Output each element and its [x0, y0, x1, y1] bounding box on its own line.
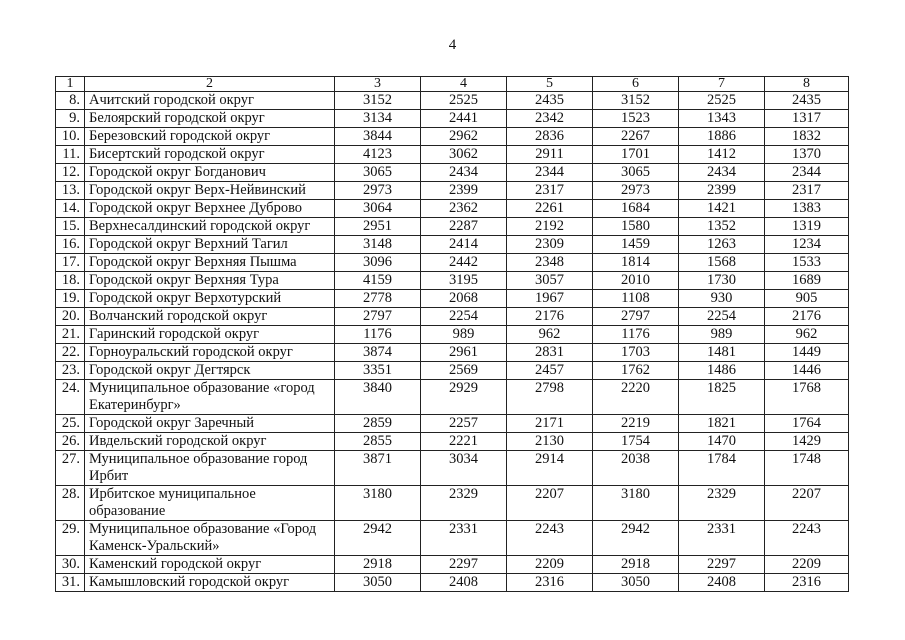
row-number: 24.: [56, 380, 85, 415]
value-col-8: 1449: [765, 344, 849, 362]
header-cell: 5: [507, 77, 593, 92]
row-number: 27.: [56, 451, 85, 486]
value-col-7: 2297: [679, 556, 765, 574]
value-col-3: 3152: [335, 92, 421, 110]
row-number: 14.: [56, 200, 85, 218]
row-number: 17.: [56, 254, 85, 272]
table-row: [56, 451, 849, 486]
value-col-6: 2220: [593, 380, 679, 415]
table-row: [56, 486, 849, 521]
municipality-name: Верхнесалдинский городской округ: [85, 218, 335, 236]
municipality-name: Городской округ Верхний Тагил: [85, 236, 335, 254]
row-number: 9.: [56, 110, 85, 128]
value-col-8: 1832: [765, 128, 849, 146]
value-col-5: 2176: [507, 308, 593, 326]
value-col-7: 2434: [679, 164, 765, 182]
municipality-name: Городской округ Верхняя Тура: [85, 272, 335, 290]
table-row: [56, 326, 849, 344]
value-col-8: 1234: [765, 236, 849, 254]
value-col-4: 2408: [421, 574, 507, 592]
value-col-8: 1748: [765, 451, 849, 486]
value-col-8: 2243: [765, 521, 849, 556]
value-col-3: 3148: [335, 236, 421, 254]
value-col-7: 930: [679, 290, 765, 308]
value-col-3: 2918: [335, 556, 421, 574]
value-col-8: 1370: [765, 146, 849, 164]
value-col-5: 2207: [507, 486, 593, 521]
value-col-5: 2261: [507, 200, 593, 218]
value-col-3: 3065: [335, 164, 421, 182]
value-col-6: 3180: [593, 486, 679, 521]
municipality-name: Городской округ Заречный: [85, 415, 335, 433]
municipality-name: Городской округ Богданович: [85, 164, 335, 182]
value-col-4: 2962: [421, 128, 507, 146]
value-col-4: 2525: [421, 92, 507, 110]
value-col-4: 2287: [421, 218, 507, 236]
table-row: [56, 110, 849, 128]
header-row: [56, 77, 849, 92]
value-col-3: 2951: [335, 218, 421, 236]
value-col-8: 2209: [765, 556, 849, 574]
value-col-5: 962: [507, 326, 593, 344]
value-col-6: 1754: [593, 433, 679, 451]
value-col-5: 1967: [507, 290, 593, 308]
value-col-8: 1768: [765, 380, 849, 415]
value-col-3: 2797: [335, 308, 421, 326]
value-col-6: 1176: [593, 326, 679, 344]
table-row: [56, 200, 849, 218]
value-col-6: 1703: [593, 344, 679, 362]
table-row: [56, 182, 849, 200]
value-col-8: 2317: [765, 182, 849, 200]
value-col-7: 2399: [679, 182, 765, 200]
value-col-3: 3871: [335, 451, 421, 486]
header-cell: 1: [56, 77, 85, 92]
row-number: 8.: [56, 92, 85, 110]
value-col-7: 1730: [679, 272, 765, 290]
row-number: 19.: [56, 290, 85, 308]
value-col-4: 2414: [421, 236, 507, 254]
municipality-name: Муниципальное образование «город Екатеринбург»: [85, 380, 335, 415]
value-col-5: 2457: [507, 362, 593, 380]
municipality-name: Горноуральский городской округ: [85, 344, 335, 362]
value-col-3: 2942: [335, 521, 421, 556]
value-col-8: 1689: [765, 272, 849, 290]
row-number: 16.: [56, 236, 85, 254]
value-col-4: 2257: [421, 415, 507, 433]
value-col-5: 3057: [507, 272, 593, 290]
table-row: [56, 290, 849, 308]
municipality-name: Гаринский городской округ: [85, 326, 335, 344]
value-col-5: 2344: [507, 164, 593, 182]
table-row: [56, 254, 849, 272]
value-col-5: 2309: [507, 236, 593, 254]
value-col-7: 1421: [679, 200, 765, 218]
row-number: 18.: [56, 272, 85, 290]
value-col-5: 2836: [507, 128, 593, 146]
value-col-3: 2855: [335, 433, 421, 451]
value-col-7: 1412: [679, 146, 765, 164]
value-col-6: 2267: [593, 128, 679, 146]
value-col-8: 2207: [765, 486, 849, 521]
value-col-6: 1684: [593, 200, 679, 218]
value-col-3: 2859: [335, 415, 421, 433]
municipality-name: Белоярский городской округ: [85, 110, 335, 128]
table-row: [56, 344, 849, 362]
value-col-4: 3195: [421, 272, 507, 290]
table-row: [56, 146, 849, 164]
value-col-5: 2317: [507, 182, 593, 200]
value-col-8: 1446: [765, 362, 849, 380]
table-row: [56, 272, 849, 290]
value-col-7: 2329: [679, 486, 765, 521]
value-col-3: 4159: [335, 272, 421, 290]
value-col-7: 2525: [679, 92, 765, 110]
row-number: 21.: [56, 326, 85, 344]
header-cell: 2: [85, 77, 335, 92]
value-col-8: 2435: [765, 92, 849, 110]
municipality-name: Городской округ Верх-Нейвинский: [85, 182, 335, 200]
municipality-name: Бисертский городской округ: [85, 146, 335, 164]
value-col-8: 1319: [765, 218, 849, 236]
data-table: [55, 76, 849, 592]
value-col-3: 3844: [335, 128, 421, 146]
row-number: 31.: [56, 574, 85, 592]
value-col-6: 2942: [593, 521, 679, 556]
value-col-4: 2329: [421, 486, 507, 521]
row-number: 28.: [56, 486, 85, 521]
value-col-4: 2961: [421, 344, 507, 362]
row-number: 12.: [56, 164, 85, 182]
value-col-4: 2254: [421, 308, 507, 326]
value-col-5: 2911: [507, 146, 593, 164]
value-col-7: 1470: [679, 433, 765, 451]
value-col-7: 1784: [679, 451, 765, 486]
value-col-4: 3034: [421, 451, 507, 486]
table-row: [56, 380, 849, 415]
municipality-name: Ачитский городской округ: [85, 92, 335, 110]
value-col-3: 3064: [335, 200, 421, 218]
table-row: [56, 574, 849, 592]
value-col-6: 1762: [593, 362, 679, 380]
value-col-5: 2435: [507, 92, 593, 110]
row-number: 20.: [56, 308, 85, 326]
value-col-7: 1352: [679, 218, 765, 236]
municipality-name: Городской округ Верхняя Пышма: [85, 254, 335, 272]
table-row: [56, 92, 849, 110]
value-col-6: 1523: [593, 110, 679, 128]
municipality-name: Волчанский городской округ: [85, 308, 335, 326]
value-col-6: 2038: [593, 451, 679, 486]
page-number: 4: [448, 37, 457, 53]
table-row: [56, 433, 849, 451]
value-col-7: 1263: [679, 236, 765, 254]
value-col-8: 962: [765, 326, 849, 344]
value-col-4: 2068: [421, 290, 507, 308]
value-col-5: 2130: [507, 433, 593, 451]
value-col-3: 3351: [335, 362, 421, 380]
municipality-name: Каменский городской округ: [85, 556, 335, 574]
table-row: [56, 362, 849, 380]
value-col-5: 2914: [507, 451, 593, 486]
value-col-8: 1317: [765, 110, 849, 128]
row-number: 22.: [56, 344, 85, 362]
value-col-7: 1825: [679, 380, 765, 415]
municipality-name: Березовский городской округ: [85, 128, 335, 146]
municipality-name: Ирбитское муниципальное образование: [85, 486, 335, 521]
value-col-4: 2221: [421, 433, 507, 451]
header-cell: 6: [593, 77, 679, 92]
value-col-6: 2219: [593, 415, 679, 433]
value-col-4: 2362: [421, 200, 507, 218]
value-col-5: 2171: [507, 415, 593, 433]
value-col-8: 905: [765, 290, 849, 308]
value-col-6: 1108: [593, 290, 679, 308]
table-row: [56, 556, 849, 574]
row-number: 30.: [56, 556, 85, 574]
row-number: 25.: [56, 415, 85, 433]
table-row: [56, 164, 849, 182]
header-cell: 3: [335, 77, 421, 92]
municipality-name: Муниципальное образование «Город Каменск-Уральский»: [85, 521, 335, 556]
value-col-8: 1533: [765, 254, 849, 272]
value-col-4: 3062: [421, 146, 507, 164]
value-col-5: 2192: [507, 218, 593, 236]
value-col-8: 2344: [765, 164, 849, 182]
row-number: 23.: [56, 362, 85, 380]
header-cell: 4: [421, 77, 507, 92]
value-col-4: 2929: [421, 380, 507, 415]
value-col-6: 1580: [593, 218, 679, 236]
municipality-name: Городской округ Верхнее Дуброво: [85, 200, 335, 218]
value-col-7: 1568: [679, 254, 765, 272]
header-cell: 7: [679, 77, 765, 92]
value-col-7: 2408: [679, 574, 765, 592]
value-col-3: 1176: [335, 326, 421, 344]
row-number: 10.: [56, 128, 85, 146]
value-col-7: 2331: [679, 521, 765, 556]
table-row: [56, 521, 849, 556]
value-col-5: 2831: [507, 344, 593, 362]
row-number: 15.: [56, 218, 85, 236]
value-col-6: 1701: [593, 146, 679, 164]
municipality-name: Городской округ Дегтярск: [85, 362, 335, 380]
value-col-7: 1886: [679, 128, 765, 146]
row-number: 26.: [56, 433, 85, 451]
municipality-name: Муниципальное образование город Ирбит: [85, 451, 335, 486]
value-col-3: 3840: [335, 380, 421, 415]
value-col-6: 2797: [593, 308, 679, 326]
value-col-8: 1429: [765, 433, 849, 451]
municipality-name: Ивдельский городской округ: [85, 433, 335, 451]
row-number: 29.: [56, 521, 85, 556]
value-col-8: 2316: [765, 574, 849, 592]
value-col-8: 2176: [765, 308, 849, 326]
value-col-4: 2331: [421, 521, 507, 556]
value-col-5: 2798: [507, 380, 593, 415]
value-col-7: 1486: [679, 362, 765, 380]
municipality-name: Городской округ Верхотурский: [85, 290, 335, 308]
value-col-4: 989: [421, 326, 507, 344]
row-number: 13.: [56, 182, 85, 200]
value-col-6: 2973: [593, 182, 679, 200]
value-col-6: 1814: [593, 254, 679, 272]
value-col-5: 2243: [507, 521, 593, 556]
value-col-5: 2348: [507, 254, 593, 272]
value-col-3: 4123: [335, 146, 421, 164]
value-col-6: 3065: [593, 164, 679, 182]
value-col-6: 1459: [593, 236, 679, 254]
table-row: [56, 415, 849, 433]
value-col-4: 2297: [421, 556, 507, 574]
value-col-4: 2399: [421, 182, 507, 200]
value-col-3: 3134: [335, 110, 421, 128]
value-col-7: 1481: [679, 344, 765, 362]
value-col-3: 3180: [335, 486, 421, 521]
value-col-7: 989: [679, 326, 765, 344]
value-col-4: 2569: [421, 362, 507, 380]
row-number: 11.: [56, 146, 85, 164]
value-col-5: 2342: [507, 110, 593, 128]
value-col-4: 2434: [421, 164, 507, 182]
value-col-3: 2973: [335, 182, 421, 200]
value-col-4: 2442: [421, 254, 507, 272]
value-col-5: 2316: [507, 574, 593, 592]
value-col-7: 1343: [679, 110, 765, 128]
value-col-8: 1383: [765, 200, 849, 218]
value-col-3: 3874: [335, 344, 421, 362]
value-col-8: 1764: [765, 415, 849, 433]
value-col-6: 2010: [593, 272, 679, 290]
value-col-3: 3096: [335, 254, 421, 272]
value-col-7: 2254: [679, 308, 765, 326]
table-row: [56, 236, 849, 254]
table-row: [56, 128, 849, 146]
value-col-7: 1821: [679, 415, 765, 433]
value-col-4: 2441: [421, 110, 507, 128]
value-col-5: 2209: [507, 556, 593, 574]
value-col-3: 3050: [335, 574, 421, 592]
municipality-name: Камышловский городской округ: [85, 574, 335, 592]
value-col-6: 2918: [593, 556, 679, 574]
table-row: [56, 218, 849, 236]
value-col-6: 3050: [593, 574, 679, 592]
value-col-3: 2778: [335, 290, 421, 308]
table-row: [56, 308, 849, 326]
value-col-6: 3152: [593, 92, 679, 110]
header-cell: 8: [765, 77, 849, 92]
